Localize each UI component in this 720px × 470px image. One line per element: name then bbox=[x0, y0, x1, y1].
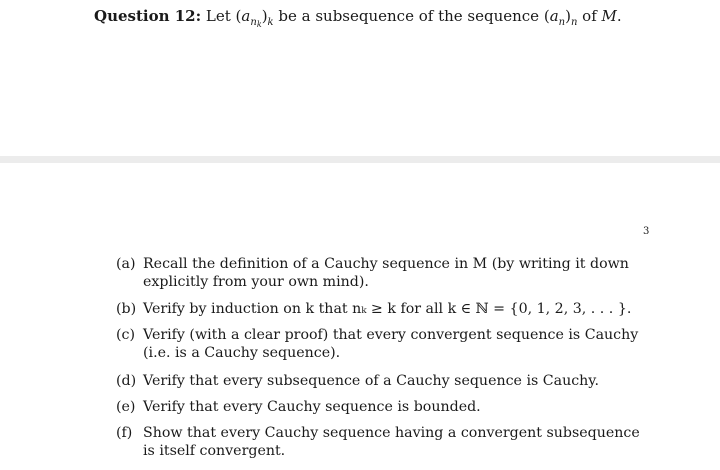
question-intro: Let ( bbox=[205, 7, 242, 25]
part-label: (a) bbox=[116, 256, 136, 272]
subsequence-index: nk bbox=[250, 17, 262, 29]
part-text: Show that every Cauchy sequence having a convergent subsequence is itself convergent. bbox=[143, 425, 640, 459]
page-top bbox=[0, 0, 720, 156]
part-label: (e) bbox=[116, 399, 136, 415]
question-statement bbox=[94, 6, 622, 35]
list-item bbox=[116, 372, 656, 390]
question-tail: of bbox=[577, 7, 602, 25]
part-text: Verify (with a clear proof) that every convergent sequence is Cauchy (i.e. is a Cauchy sequence). bbox=[143, 327, 639, 361]
list-item bbox=[116, 326, 656, 362]
metric-space-symbol: M bbox=[601, 7, 617, 25]
part-label: (d) bbox=[116, 373, 137, 389]
sequence-outer-index: n bbox=[570, 17, 578, 28]
part-label: (f) bbox=[116, 425, 133, 441]
question-end: . bbox=[616, 7, 622, 25]
part-label: (b) bbox=[116, 301, 137, 317]
subsequence-outer-index: k bbox=[267, 17, 274, 28]
page-separator bbox=[0, 156, 720, 163]
page-number: 3 bbox=[643, 226, 650, 237]
part-text: Verify that every Cauchy sequence is bounded. bbox=[143, 399, 481, 415]
part-text: Verify by induction on k that nₖ ≥ k for all k ∈ ℕ = {0, 1, 2, 3, . . . }. bbox=[143, 301, 632, 317]
subsequence-close: ) bbox=[261, 7, 268, 25]
sequence-symbol: a bbox=[549, 7, 559, 25]
part-text: Verify that every subsequence of a Cauchy sequence is Cauchy. bbox=[143, 373, 599, 389]
part-label: (c) bbox=[116, 327, 136, 343]
list-item bbox=[116, 300, 656, 318]
part-text: Recall the definition of a Cauchy sequence in M (by writing it down explicitly from your own mind). bbox=[143, 256, 629, 290]
list-item bbox=[116, 255, 656, 291]
list-item bbox=[116, 398, 656, 416]
question-middle: be a subsequence of the sequence ( bbox=[273, 7, 550, 25]
list-item bbox=[116, 424, 656, 460]
sequence-index: n bbox=[558, 17, 566, 28]
question-label: Question 12: bbox=[94, 7, 202, 25]
sequence-close: ) bbox=[565, 7, 571, 25]
subsequence-symbol: a bbox=[241, 7, 251, 25]
